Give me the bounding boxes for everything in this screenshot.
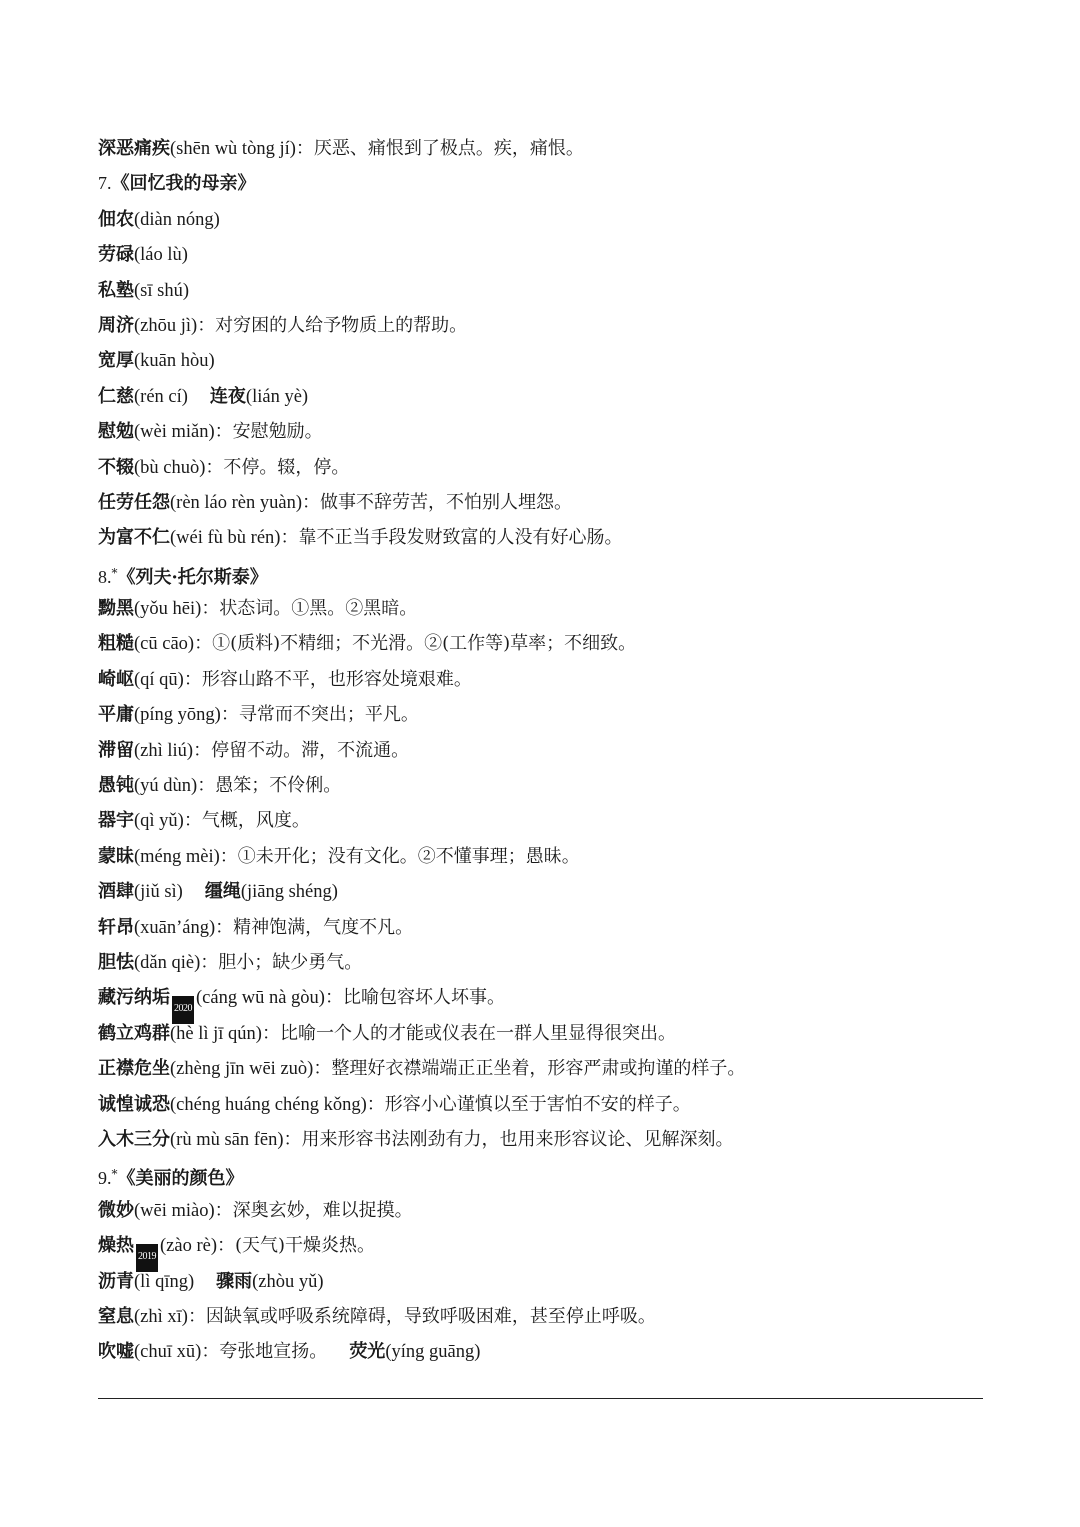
vocab-word: 器宇 — [98, 810, 134, 832]
vocab-line — [98, 450, 988, 485]
vocab-pinyin: (hè lì jī qún) — [170, 1023, 262, 1044]
vocab-line — [98, 768, 988, 803]
vocab-definition: ：形容小心谨慎以至于害怕不安的样子。 — [366, 1093, 691, 1115]
vocab-pinyin: (dǎn qiè) — [134, 952, 201, 973]
vocab-word: 劳碌 — [98, 244, 134, 266]
vocab-word: 胆怯 — [98, 951, 134, 973]
vocab-definition: ：比喻包容坏人坏事。 — [324, 987, 505, 1009]
vocab-pinyin: (diàn nóng) — [134, 209, 220, 230]
vocab-word: 仁慈 — [98, 385, 134, 407]
vocab-word: 滞留 — [98, 739, 134, 761]
vocab-line — [98, 1193, 988, 1228]
vocab-word: 吹嘘 — [98, 1341, 134, 1363]
vocab-pinyin: (wéi fù bù rén) — [170, 528, 281, 549]
vocab-line — [98, 273, 988, 308]
section-title: 《美丽的颜色》 — [117, 1168, 244, 1190]
optional-marker: * — [111, 565, 118, 580]
vocab-line — [98, 945, 988, 980]
vocab-line — [98, 1228, 988, 1263]
vocab-pinyin: (rén cí) — [134, 386, 188, 407]
vocab-pinyin: (lì qīng) — [134, 1271, 195, 1292]
vocab-word: 微妙 — [98, 1199, 134, 1221]
vocab-line — [98, 803, 988, 838]
vocab-word: 轩昂 — [98, 916, 134, 938]
vocab-word: 黝黑 — [98, 598, 134, 620]
vocab-line — [98, 343, 988, 378]
vocab-pinyin: (lián yè) — [245, 386, 309, 407]
vocab-line — [98, 591, 988, 626]
vocab-pinyin: (cū cāo) — [134, 634, 195, 655]
vocab-word: 缰绳 — [204, 881, 241, 903]
vocab-pinyin: (yǒu hēi) — [134, 599, 202, 620]
vocab-definition: ：深奥玄妙，难以捉摸。 — [214, 1199, 413, 1221]
vocab-definition: ：精神饱满，气度不凡。 — [215, 916, 414, 938]
vocab-word: 佃农 — [98, 208, 134, 230]
vocab-definition: ：夸张地宣扬。 — [201, 1341, 328, 1363]
vocab-line — [98, 1016, 988, 1051]
vocab-definition: ：愚笨；不伶俐。 — [197, 775, 342, 797]
vocab-word: 崎岖 — [98, 668, 134, 690]
section-heading — [98, 166, 988, 201]
vocab-definition: ：整理好衣襟端端正正坐着，形容严肃或拘谨的样子。 — [313, 1058, 746, 1080]
section-title: 《列夫·托尔斯泰》 — [117, 566, 268, 588]
vocab-pinyin: (zhōu jì) — [134, 315, 198, 336]
vocab-pinyin: (wèi miǎn) — [134, 422, 215, 443]
vocab-word: 慰勉 — [98, 421, 134, 443]
vocab-word: 宽厚 — [98, 350, 134, 372]
vocab-definition: ：寻常而不突出；平凡。 — [220, 704, 419, 726]
vocab-definition: ：靠不正当手段发财致富的人没有好心肠。 — [280, 527, 623, 549]
vocab-definition: ：做事不辞劳苦，不怕别人埋怨。 — [302, 491, 573, 513]
vocab-line — [98, 910, 988, 945]
vocab-line — [98, 1087, 988, 1122]
vocab-definition: ：胆小；缺少勇气。 — [200, 951, 363, 973]
section-heading — [98, 556, 988, 591]
optional-marker: * — [111, 1167, 118, 1182]
section-title: 《回忆我的母亲》 — [111, 173, 256, 195]
vocab-word: 平庸 — [98, 704, 134, 726]
vocab-line — [98, 697, 988, 732]
vocab-pinyin: (jiāng shéng) — [240, 882, 338, 903]
footer-divider — [98, 1398, 983, 1399]
vocab-pinyin: (qí qū) — [134, 669, 184, 690]
vocab-definition: ：对穷困的人给予物质上的帮助。 — [197, 314, 468, 336]
vocab-word: 粗糙 — [98, 633, 134, 655]
vocab-line — [98, 1264, 988, 1299]
vocab-pinyin: (xuān’áng) — [134, 917, 216, 938]
vocab-word: 入木三分 — [98, 1128, 170, 1150]
vocab-definition: ：因缺氧或呼吸系统障碍，导致呼吸困难，甚至停止呼吸。 — [187, 1305, 656, 1327]
vocab-pinyin: (méng mèi) — [134, 846, 220, 867]
vocab-line — [98, 662, 988, 697]
vocab-word: 任劳任怨 — [98, 491, 170, 513]
vocab-pinyin: (píng yōng) — [134, 705, 221, 726]
vocab-pinyin: (chéng huáng chéng kǒng) — [170, 1094, 367, 1115]
exam-year-badge: 2020 — [172, 996, 194, 1024]
vocab-definition: ：不停。辍，停。 — [205, 456, 350, 478]
vocab-pinyin: (shēn wù tòng jí) — [170, 139, 296, 159]
vocab-word: 鹤立鸡群 — [98, 1022, 170, 1044]
vocab-word: 蒙昧 — [98, 845, 134, 867]
vocabulary-list — [98, 131, 988, 1370]
vocab-definition: ：状态词。①黑。②黑暗。 — [201, 598, 418, 620]
vocab-line — [98, 379, 988, 414]
vocab-pinyin: (zhì liú) — [134, 740, 194, 761]
vocab-definition: ：安慰勉励。 — [214, 421, 323, 443]
vocab-pinyin: (sī shú) — [134, 280, 189, 301]
vocab-pinyin: (rù mù sān fēn) — [170, 1129, 284, 1150]
vocab-word: 藏污纳垢 — [98, 987, 170, 1009]
vocab-line — [98, 1051, 988, 1086]
vocab-line — [98, 237, 988, 272]
vocab-word: 连夜 — [209, 385, 246, 407]
vocab-word: 深恶痛疾 — [98, 138, 170, 159]
vocab-line — [98, 485, 988, 520]
vocab-word: 诚惶诚恐 — [98, 1093, 170, 1115]
vocab-line — [98, 308, 988, 343]
vocab-word: 骤雨 — [216, 1270, 253, 1292]
vocab-definition: ：①未开化；没有文化。②不懂事理；愚昧。 — [219, 845, 580, 867]
vocab-word: 为富不仁 — [98, 527, 170, 549]
vocab-line — [98, 520, 988, 555]
vocab-pinyin: (bù chuò) — [134, 457, 206, 478]
vocab-line — [98, 1334, 988, 1369]
vocab-line — [98, 626, 988, 661]
vocab-definition: ：用来形容书法刚劲有力，也用来形容议论、见解深刻。 — [283, 1128, 734, 1150]
vocab-line — [98, 414, 988, 449]
vocab-word: 燥热 — [98, 1235, 134, 1257]
vocab-definition: ：①(质料)不精细；不光滑。②(工作等)草率；不细致。 — [194, 633, 637, 655]
vocab-line — [98, 980, 988, 1015]
vocab-pinyin: (zhèng jīn wēi zuò) — [170, 1059, 314, 1080]
vocab-line — [98, 1122, 988, 1157]
vocab-pinyin: (zhòu yǔ) — [252, 1271, 324, 1292]
vocab-word: 正襟危坐 — [98, 1058, 170, 1080]
vocab-definition: ：形容山路不平，也形容处境艰难。 — [183, 668, 472, 690]
vocab-definition: ：(天气)干燥炎热。 — [217, 1235, 376, 1257]
vocab-pinyin: (kuān hòu) — [134, 351, 215, 372]
vocab-line — [98, 202, 988, 237]
vocab-line — [98, 874, 988, 909]
vocab-definition: ：比喻一个人的才能或仪表在一群人里显得很突出。 — [261, 1022, 676, 1044]
vocab-definition: ：厌恶、痛恨到了极点。疾，痛恨。 — [295, 138, 584, 159]
section-number: 8. — [98, 566, 112, 587]
vocab-pinyin: (cáng wū nà gòu) — [196, 988, 325, 1009]
vocab-word: 愚钝 — [98, 775, 134, 797]
section-heading — [98, 1157, 988, 1192]
vocab-pinyin: (qì yǔ) — [134, 811, 184, 832]
vocab-pinyin: (láo lù) — [134, 245, 188, 266]
vocab-word: 沥青 — [98, 1270, 134, 1292]
vocab-word: 酒肆 — [98, 881, 134, 903]
vocab-pinyin: (jiǔ sì) — [134, 882, 183, 903]
vocab-word: 荧光 — [349, 1341, 386, 1363]
vocab-word: 私塾 — [98, 279, 134, 301]
section-number: 7. — [98, 173, 112, 194]
vocab-pinyin: (chuī xū) — [134, 1342, 202, 1363]
vocab-definition: ：气概，风度。 — [183, 810, 310, 832]
vocab-word: 周济 — [98, 314, 134, 336]
vocab-line — [98, 131, 988, 166]
section-number: 9. — [98, 1168, 112, 1189]
vocab-pinyin: (zào rè) — [160, 1236, 217, 1257]
vocab-pinyin: (rèn láo rèn yuàn) — [170, 492, 303, 513]
vocab-word: 窒息 — [98, 1305, 134, 1327]
vocab-line — [98, 733, 988, 768]
vocab-pinyin: (yú dùn) — [134, 776, 198, 797]
vocab-word: 不辍 — [98, 456, 134, 478]
exam-year-badge: 2019 — [136, 1244, 158, 1272]
vocab-line — [98, 839, 988, 874]
vocab-pinyin: (wēi miào) — [134, 1200, 215, 1221]
vocab-line — [98, 1299, 988, 1334]
vocab-definition: ：停留不动。滞，不流通。 — [193, 739, 410, 761]
vocab-pinyin: (zhì xī) — [134, 1306, 188, 1327]
vocab-pinyin: (yíng guāng) — [385, 1342, 481, 1363]
